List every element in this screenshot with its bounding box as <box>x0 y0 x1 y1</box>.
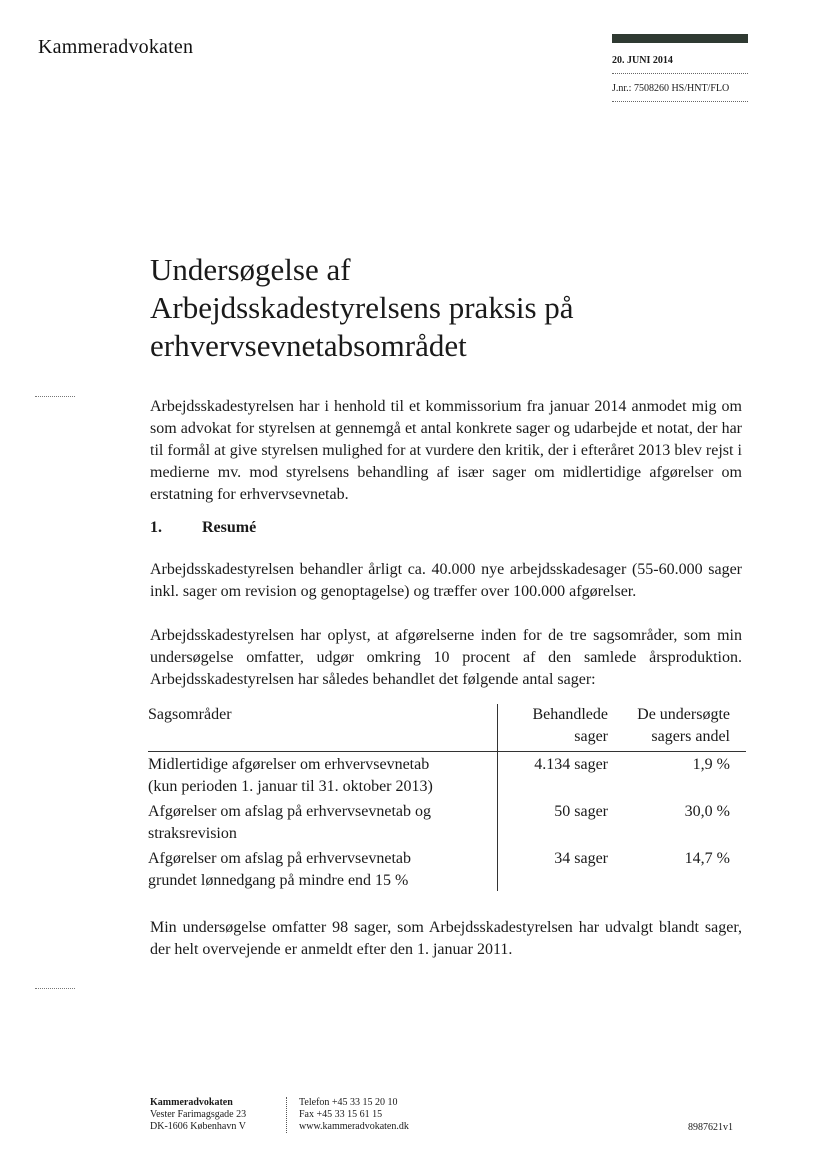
footer-contact <box>299 1097 409 1133</box>
header-handled <box>498 704 608 749</box>
table-row <box>148 754 730 798</box>
margin-mark <box>35 988 75 989</box>
table-row <box>148 848 730 892</box>
body-paragraph: Min undersøgelse omfatter 98 sager, som Arbejdsskadestyrelsen har udvalgt blandt sager, der helt overvejende er anmeldt efter den 1. januar 2011. <box>150 919 742 958</box>
journal-number: J.nr.: 7508260 HS/HNT/FLO <box>612 83 730 94</box>
header-accent-bar <box>612 34 748 43</box>
footer-city: DK-1606 København V <box>150 1121 246 1132</box>
row-handled: 4.134 sager <box>534 756 608 773</box>
footer-web[interactable]: www.kammeradvokaten.dk <box>299 1121 409 1132</box>
brand-name: Kammeradvokaten <box>38 36 194 58</box>
title-line: erhvervsevnetabsområdet <box>150 328 467 363</box>
header-handled-line: Behandlede <box>532 706 608 723</box>
dotted-divider <box>612 73 748 74</box>
page-title <box>150 251 750 365</box>
header-share-line: De undersøgte <box>637 706 730 723</box>
row-area-line: Afgørelser om afslag på erhvervsevnetab og <box>148 803 431 820</box>
cases-table <box>148 704 746 889</box>
footer-street: Vester Farimagsgade 23 <box>150 1109 247 1120</box>
dotted-divider <box>612 101 748 102</box>
document-date: 20. JUNI 2014 <box>612 55 673 66</box>
header-handled-line: sager <box>574 728 608 745</box>
title-line: Arbejdsskadestyrelsens praksis på <box>150 290 574 325</box>
table-header-row <box>148 704 746 749</box>
row-area <box>148 848 498 892</box>
footer-divider <box>286 1097 287 1133</box>
row-handled: 34 sager <box>554 850 608 867</box>
table-row <box>148 801 730 845</box>
row-share: 30,0 % <box>684 803 730 820</box>
row-area-line: (kun perioden 1. januar til 31. oktober 2013) <box>148 778 433 795</box>
footer-name: Kammeradvokaten <box>150 1097 233 1108</box>
row-area-line: straksrevision <box>148 825 237 842</box>
title-line: Undersøgelse af <box>150 252 351 287</box>
row-area <box>148 801 498 845</box>
row-area-line: Afgørelser om afslag på erhvervsevnetab <box>148 850 411 867</box>
header-share <box>608 704 730 749</box>
footer-phone: Telefon +45 33 15 20 10 <box>299 1097 398 1108</box>
header-area: Sagsområder <box>148 706 232 723</box>
margin-mark <box>35 396 75 397</box>
body-paragraph: Arbejdsskadestyrelsen behandler årligt ca. 40.000 nye arbejdsskadesager (55-60.000 sager inkl. sager om revision og genoptagelse) og træffer over 100.000 afgørelser. <box>150 561 742 600</box>
row-share: 1,9 % <box>692 756 730 773</box>
document-id: 8987621v1 <box>688 1122 733 1133</box>
row-handled: 50 sager <box>554 803 608 820</box>
row-area-line: Midlertidige afgørelser om erhvervsevnetab <box>148 756 430 773</box>
section-heading <box>150 519 256 537</box>
section-title: Resumé <box>202 519 257 536</box>
row-area <box>148 754 498 798</box>
row-share: 14,7 % <box>684 850 730 867</box>
footer-fax: Fax +45 33 15 61 15 <box>299 1109 383 1120</box>
footer-address <box>150 1097 246 1133</box>
body-paragraph: Arbejdsskadestyrelsen har oplyst, at afgørelserne inden for de tre sagsområder, som min undersøgelse omfatter, udgør omkring 10 procent af den samlede årsproduktion. Arbejdsskadestyrelsen har således behandlet det følgende antal sager: <box>150 627 742 688</box>
header-share-line: sagers andel <box>651 728 730 745</box>
table-header-rule <box>148 751 746 752</box>
row-area-line: grundet lønnedgang på mindre end 15 % <box>148 872 409 889</box>
intro-paragraph: Arbejdsskadestyrelsen har i henhold til et kommissorium fra januar 2014 anmodet mig om som advokat for styrelsen at gennemgå et antal konkrete sager og udarbejde et notat, der har til formål at give styrelsen mulighed for at vurdere den kritik, der i efteråret 2013 blev rejst i medierne mv. mod styrelsens behandling af især sager om midlertidige afgørelser om erstatning for erhvervsevnetab. <box>150 398 742 503</box>
section-number: 1. <box>150 519 162 536</box>
